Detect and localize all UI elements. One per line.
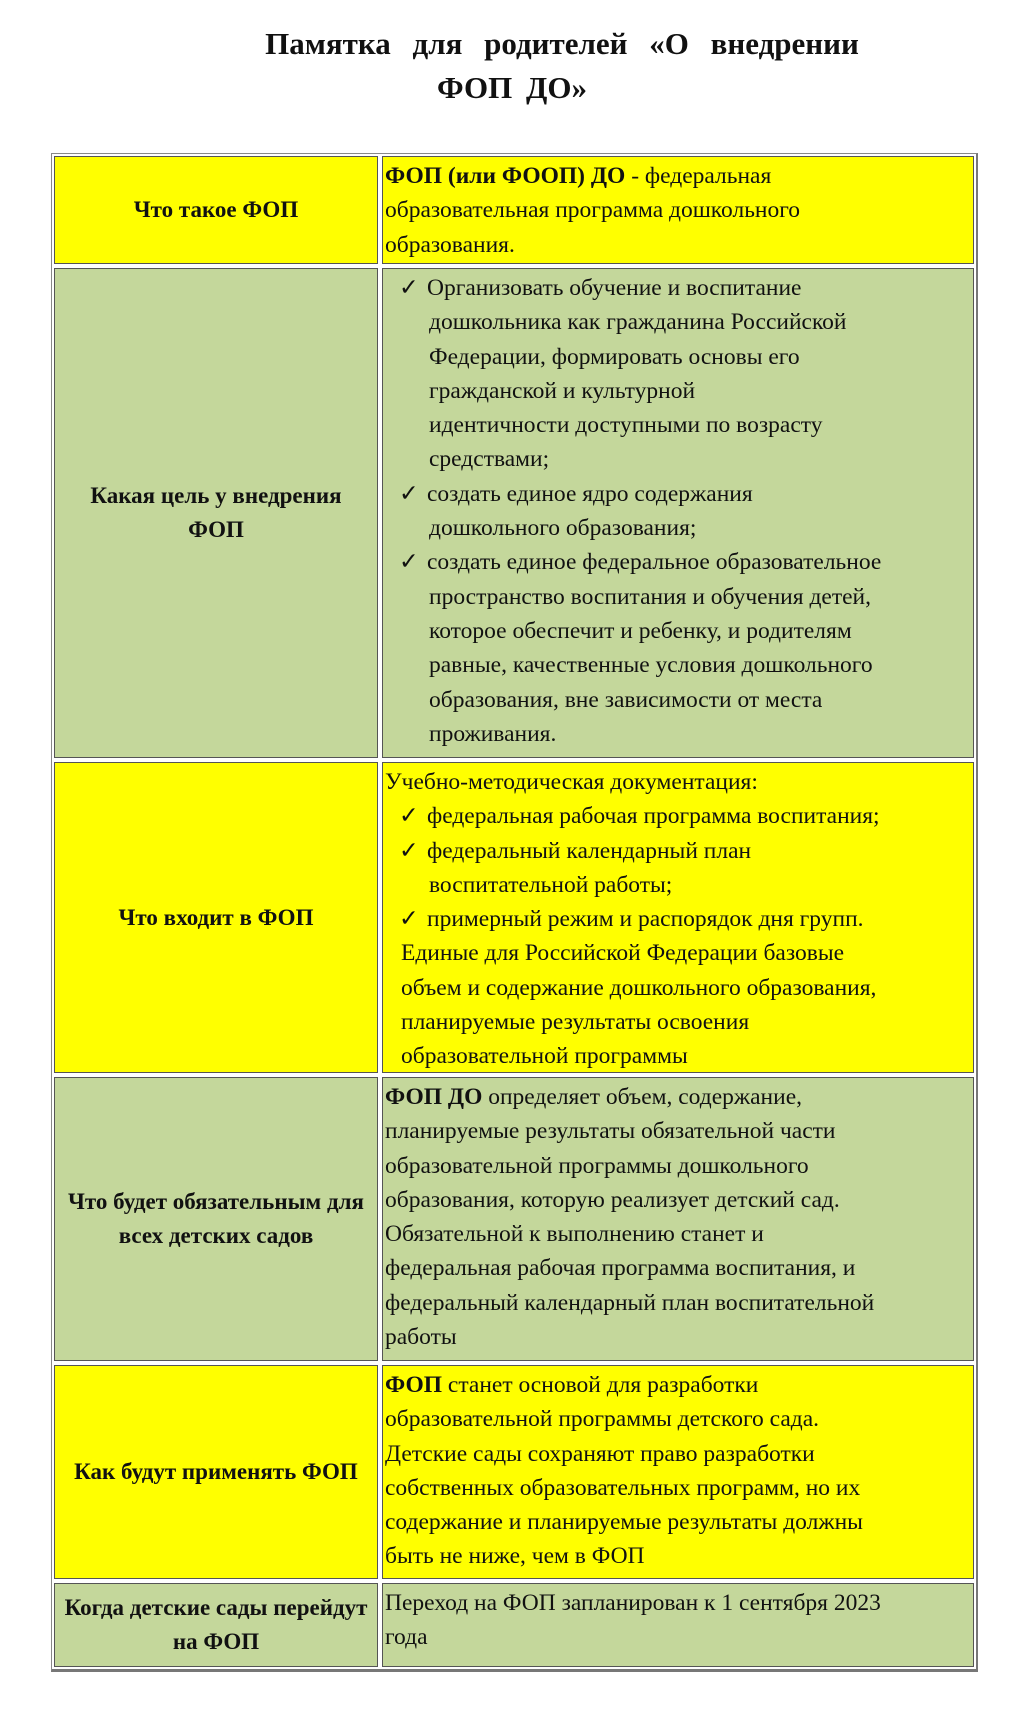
- answer-cell: [382, 1365, 974, 1579]
- bullet-item: [385, 477, 971, 511]
- answer-text: станет основой для разработки: [442, 1372, 759, 1398]
- checkmark-icon: ✓: [399, 275, 419, 301]
- answer-line: федеральная рабочая программа воспитания, и: [385, 1255, 856, 1282]
- answer-text: определяет объем, содержание,: [482, 1084, 803, 1110]
- question-cell: [54, 1583, 378, 1667]
- bullet-text: Организовать обучение и воспитание: [427, 275, 802, 301]
- checkmark-icon: ✓: [399, 803, 419, 830]
- answer-cell: [382, 1583, 974, 1667]
- page-title-line2: ФОП ДО»: [437, 70, 587, 105]
- bullet-continuation: дошкольника как гражданина Российской: [429, 309, 847, 336]
- question-cell: [54, 156, 378, 264]
- table-row: [54, 1365, 974, 1579]
- bullet-item: [385, 545, 971, 579]
- bullet-text: федеральный календарный план: [427, 837, 752, 864]
- bullet-item: [385, 902, 971, 936]
- table-row: [54, 762, 974, 1073]
- question-cell: [54, 762, 378, 1073]
- answer-bold-term: ФОП ДО: [385, 1084, 483, 1110]
- answer-cell: [382, 268, 974, 758]
- answer-line: планируемые результаты обязательной части: [385, 1118, 836, 1145]
- question-text: Когда детские сады перейдут на ФОП: [64, 1595, 368, 1654]
- bullet-continuation: образования, вне зависимости от места: [429, 686, 823, 713]
- bullet-continuation: Федерации, формировать основы его: [429, 343, 800, 370]
- bullet-text: федеральная рабочая программа воспитания;: [427, 803, 880, 830]
- checkmark-icon: ✓: [399, 837, 419, 864]
- question-text: Что будет обязательным для всех детских садов: [68, 1189, 364, 1248]
- checkmark-icon: ✓: [399, 549, 419, 576]
- answer-line: [385, 1586, 971, 1620]
- answer-line: образования, которую реализует детский сад.: [385, 1186, 840, 1213]
- answer-bold-term: ФОП (или ФООП) ДО: [385, 163, 626, 189]
- bullet-text: создать единое федеральное образовательное: [427, 549, 882, 576]
- answer-intro: Учебно-методическая документация:: [385, 769, 758, 795]
- answer-line: образовательной программы детского сада.: [385, 1406, 820, 1433]
- question-text: Какая цель у внедрения ФОП: [90, 483, 342, 542]
- answer-line: Единые для Российской Федерации базовые: [401, 940, 845, 967]
- answer-line: объем и содержание дошкольного образования,: [401, 974, 877, 1001]
- answer-line: планируемые результаты освоения: [401, 1009, 750, 1036]
- bullet-continuation: дошкольного образования;: [429, 515, 697, 542]
- answer-line: образовательная программа дошкольного: [385, 197, 801, 224]
- question-text: Что входит в ФОП: [118, 904, 314, 930]
- answer-text: Переход на ФОП запланирован к 1 сентября 2023: [385, 1590, 881, 1616]
- answer-line: образования.: [385, 231, 515, 258]
- answer-line: работы: [385, 1324, 457, 1351]
- bullet-continuation: которое обеспечит и ребенку, и родителям: [429, 617, 852, 644]
- bullet-continuation: равные, качественные условия дошкольного: [429, 652, 873, 679]
- bullet-continuation: гражданской и культурной: [429, 377, 696, 404]
- answer-text: - федеральная: [625, 163, 772, 189]
- answer-line: года: [385, 1624, 428, 1651]
- page-title-line1: Памятка для родителей «О внедрении: [265, 26, 859, 61]
- info-table: [51, 153, 978, 1672]
- bullet-continuation: средствами;: [429, 446, 550, 473]
- answer-cell: [382, 156, 974, 264]
- bullet-continuation: идентичности доступными по возрасту: [429, 412, 823, 439]
- bullet-text: примерный режим и распорядок дня групп.: [427, 906, 864, 933]
- bullet-item: [385, 834, 971, 868]
- answer-line: быть не ниже, чем в ФОП: [385, 1543, 645, 1570]
- table-row: [54, 1077, 974, 1361]
- bullet-continuation: проживания.: [429, 720, 557, 747]
- question-text: Как будут применять ФОП: [74, 1459, 358, 1484]
- table-row: [54, 156, 974, 264]
- answer-cell: [382, 1077, 974, 1361]
- answer-line: [385, 1080, 971, 1114]
- answer-line: федеральный календарный план воспитательной: [385, 1289, 875, 1316]
- answer-line: Детские сады сохраняют право разработки: [385, 1440, 815, 1467]
- answer-cell: [382, 762, 974, 1073]
- question-cell: [54, 268, 378, 758]
- answer-bold-term: ФОП: [385, 1372, 443, 1398]
- answer-line: образовательной программы: [401, 1043, 688, 1070]
- table-row: [54, 1583, 974, 1667]
- bullet-item: [385, 271, 971, 305]
- question-cell: [54, 1365, 378, 1579]
- checkmark-icon: ✓: [399, 906, 419, 933]
- table-row: [54, 268, 974, 758]
- checkmark-icon: ✓: [399, 480, 419, 507]
- question-text: Что такое ФОП: [133, 197, 299, 222]
- answer-line: [385, 159, 971, 193]
- bullet-text: создать единое ядро содержания: [427, 480, 753, 507]
- bullet-continuation: пространство воспитания и обучения детей,: [429, 583, 871, 610]
- answer-line: Обязательной к выполнению станет и: [385, 1221, 764, 1248]
- answer-line: образовательной программы дошкольного: [385, 1152, 809, 1179]
- answer-line: собственных образовательных программ, но их: [385, 1474, 861, 1501]
- answer-line: содержание и планируемые результаты должны: [385, 1509, 863, 1536]
- bullet-item: [385, 799, 971, 833]
- answer-line: [385, 1368, 971, 1402]
- bullet-continuation: воспитательной работы;: [429, 871, 673, 898]
- question-cell: [54, 1077, 378, 1361]
